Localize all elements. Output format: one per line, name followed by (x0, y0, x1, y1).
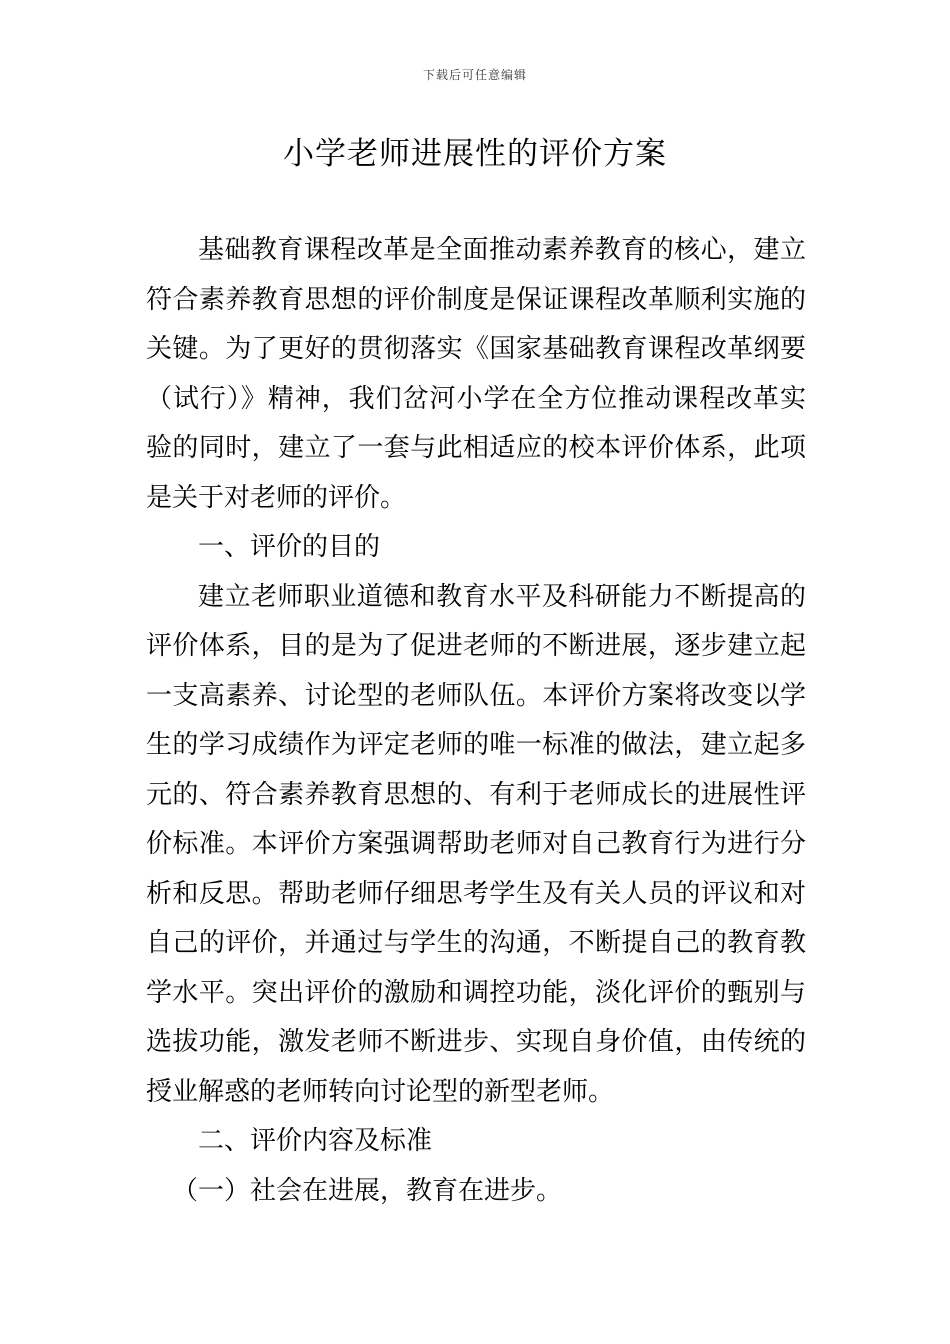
document-body (146, 226, 806, 1216)
subsection-heading-1: （一）社会在进展，教育在进步。 (172, 1175, 563, 1206)
purpose-paragraph: 建立老师职业道德和教育水平及科研能力不断提高的评价体系，目的是为了促进老师的不断进展，逐步建立起一支高素养、讨论型的老师队伍。本评价方案将改变以学生的学习成绩作为评定老师的唯一标准的做法，建立起多元的、符合素养教育思想的、有利于老师成长的进展性评价标准。本评价方案强调帮助老师对自己教育行为进行分析和反思。帮助老师仔细思考学生及有关人员的评议和对自己的评价，并通过与学生的沟通，不断提自己的教育教学水平。突出评价的激励和调控功能，淡化评价的甄别与选拔功能，激发老师不断进步、实现自身价值，由传统的授业解惑的老师转向讨论型的新型老师。 (146, 581, 806, 1107)
section-heading-content: 二、评价内容及标准 (198, 1126, 433, 1156)
section-heading-purpose: 一、评价的目的 (198, 532, 381, 562)
intro-paragraph: 基础教育课程改革是全面推动素养教育的核心，建立符合素养教育思想的评价制度是保证课程改革顺利实施的关键。为了更好的贯彻落实《国家基础教育课程改革纲要（试行）》精神，我们岔河小学在全方位推动课程改革实验的同时，建立了一套与此相适应的校本评价体系，此项是关于对老师的评价。 (146, 235, 806, 513)
page-header-note: 下载后可任意编辑 (422, 68, 527, 82)
document-title: 小学老师进展性的评价方案 (283, 136, 667, 172)
